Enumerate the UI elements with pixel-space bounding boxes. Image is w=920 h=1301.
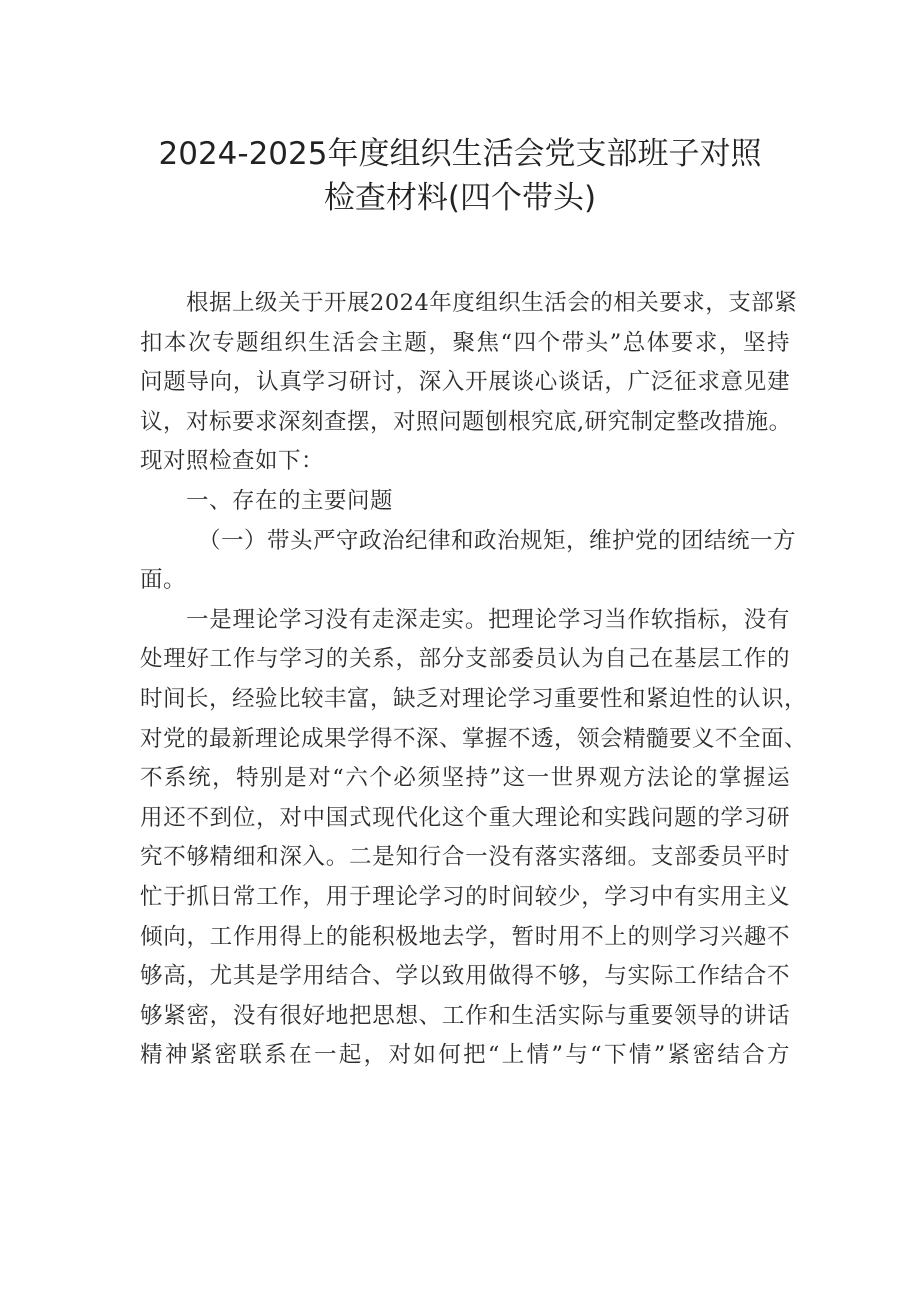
document-body — [140, 284, 808, 1076]
text-line: 现对照检查如下： — [140, 448, 325, 475]
text-line: 问题导向，认真学习研讨，深入开展谈心谈话，广泛征求意见建 — [140, 369, 790, 396]
text-line: 究不够精细和深入。二是知行合一没有落实落细。支部委员平时 — [140, 844, 790, 871]
text-line: 倾向，工作用得上的能积极地去学，暂时用不上的则学习兴趣不 — [140, 923, 790, 950]
text-line: 根据上级关于开展2024年度组织生活会的相关要求，支部紧 — [186, 290, 798, 316]
text-line: 忙于抓日常工作，用于理论学习的时间较少，学习中有实用主义 — [140, 883, 790, 910]
text-line: 精神紧密联系在一起，对如何把“上情”与“下情”紧密结合方 — [140, 1042, 790, 1069]
text-line: 够紧密，没有很好地把思想、工作和生活实际与重要领导的讲话 — [140, 1002, 790, 1029]
document-title-line-1: 2024-2025年度组织生活会党支部班子对照 — [158, 136, 762, 172]
text-line: 一是理论学习没有走深走实。把理论学习当作软指标，没有 — [186, 606, 790, 633]
text-line: 用还不到位，对中国式现代化这个重大理论和实践问题的学习研 — [140, 804, 790, 831]
text-line: 时间长，经验比较丰富，缺乏对理论学习重要性和紧迫性的认识， — [140, 685, 808, 712]
text-line: 对党的最新理论成果学得不深、掌握不透，领会精髓要义不全面、 — [140, 725, 808, 752]
section-heading: 一、存在的主要问题 — [186, 487, 394, 514]
text-line: 够高，尤其是学用结合、学以致用做得不够，与实际工作结合不 — [140, 963, 790, 990]
text-line: 处理好工作与学习的关系，部分支部委员认为自己在基层工作的 — [140, 646, 790, 673]
text-line: 扣本次专题组织生活会主题，聚焦“四个带头”总体要求，坚持 — [140, 329, 790, 356]
text-line: 议，对标要求深刻查摆，对照问题刨根究底,研究制定整改措施。 — [140, 408, 792, 435]
document-title-line-2: 检查材料(四个带头) — [323, 180, 597, 216]
text-line: 不系统，特别是对“六个必须坚持”这一世界观方法论的掌握运 — [140, 765, 790, 792]
subsection-heading: （一）带头严守政治纪律和政治规矩，维护党的团结统一方 — [198, 527, 797, 554]
subsection-heading-end: 面。 — [140, 567, 187, 594]
